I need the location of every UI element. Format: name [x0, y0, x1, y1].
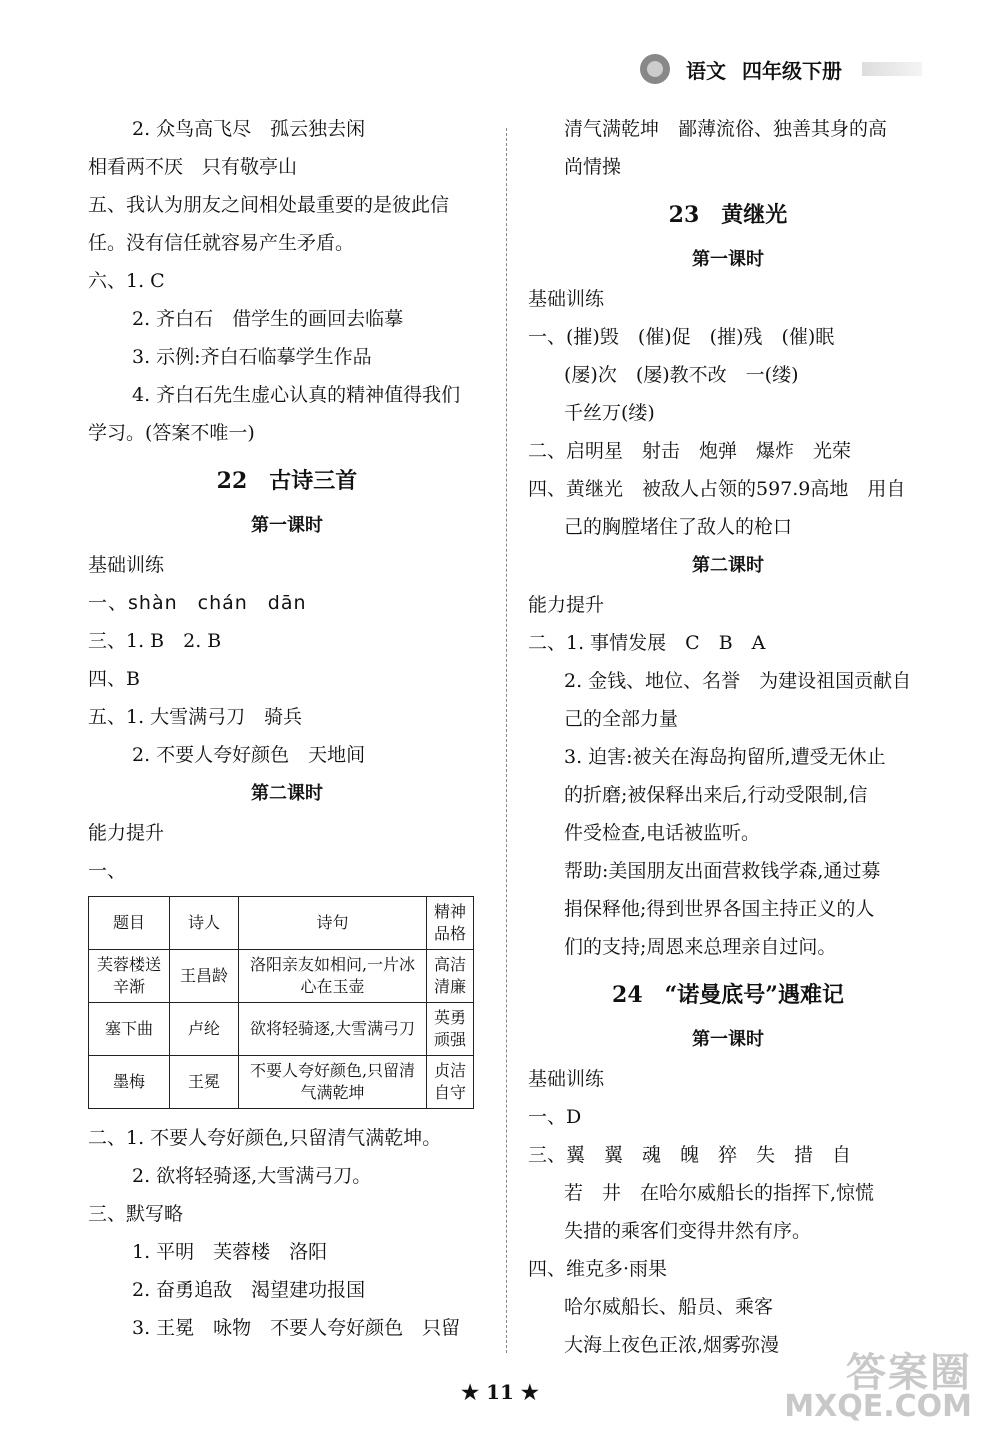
answer-line: 3. 王冕 咏物 不要人夸好颜色 只留	[132, 1317, 461, 1339]
answer-line: 2. 众鸟高飞尽 孤云独去闲	[132, 118, 366, 140]
answer-line: 捐保释他;得到世界各国主持正义的人	[564, 898, 875, 920]
table-cell: 王昌龄	[170, 950, 239, 1003]
answer-line: 千丝万(缕)	[564, 402, 655, 424]
answer-line: 若 井 在哈尔威船长的指挥下,惊慌	[564, 1182, 875, 1204]
answer-line: 基础训练	[528, 288, 605, 310]
grade-label: 四年级下册	[742, 58, 842, 83]
answer-line: 五、我认为朋友之间相处最重要的是彼此信	[88, 194, 450, 216]
lesson-number: 22	[216, 468, 248, 494]
page-header	[640, 54, 922, 84]
table-cell: 王冕	[170, 1056, 239, 1109]
section-title: 第一课时	[692, 249, 764, 270]
table-header: 精神品格	[427, 897, 474, 950]
lesson-title	[528, 970, 928, 1020]
answer-line: 2. 奋勇追敌 渴望建功报国	[132, 1279, 366, 1301]
table-cell: 欲将轻骑逐,大雪满弓刀	[239, 1003, 427, 1056]
answer-line: 2. 欲将轻骑逐,大雪满弓刀。	[132, 1165, 372, 1187]
answer-line: 能力提升	[528, 594, 605, 616]
emblem-icon	[640, 54, 670, 84]
answer-line: 六、1. C	[88, 270, 165, 292]
answer-line: 3. 示例:齐白石临摹学生作品	[132, 346, 372, 368]
answer-line: 二、1. 事情发展 C B A	[528, 632, 766, 654]
table-cell: 墨梅	[89, 1056, 170, 1109]
answer-line: 一、(摧)毁 (催)促 (摧)残 (催)眠	[528, 326, 835, 348]
table-cell: 芙蓉楼送辛渐	[89, 950, 170, 1003]
answer-line: 4. 齐白石先生虚心认真的精神值得我们	[132, 384, 461, 406]
answer-line: 四、黄继光 被敌人占领的597.9高地 用自	[528, 478, 906, 500]
answer-line: 一、shàn chán dān	[88, 592, 307, 614]
answer-line: 清气满乾坤 鄙薄流俗、独善其身的高	[564, 118, 888, 140]
watermark-url: MXQE.COM	[784, 1389, 972, 1424]
answer-line: 哈尔威船长、船员、乘客	[564, 1296, 774, 1318]
answer-line: 二、启明星 射击 炮弹 爆炸 光荣	[528, 440, 852, 462]
star-icon: ★	[513, 1380, 539, 1404]
table-header: 题目	[89, 897, 170, 950]
left-column	[88, 110, 486, 1347]
table-cell: 洛阳亲友如相问,一片冰心在玉壶	[239, 950, 427, 1003]
answer-line: (屡)次 (屡)教不改 一(缕)	[564, 364, 799, 386]
lesson-title	[528, 190, 928, 240]
answer-line: 的折磨;被保释出来后,行动受限制,信	[564, 784, 868, 806]
answer-line: 三、默写略	[88, 1203, 184, 1225]
poem-table	[88, 896, 474, 1109]
answer-line: 2. 不要人夸好颜色 天地间	[132, 744, 366, 766]
table-cell: 贞洁自守	[427, 1056, 474, 1109]
watermark-logo: 答案圈	[846, 1350, 972, 1396]
table-cell: 卢纶	[170, 1003, 239, 1056]
star-icon: ★	[461, 1380, 487, 1404]
answer-line: 2. 金钱、地位、名誉 为建设祖国贡献自	[564, 670, 912, 692]
table-cell: 不要人夸好颜色,只留清气满乾坤	[239, 1056, 427, 1109]
answer-line: 们的支持;周恩来总理亲自过问。	[564, 936, 837, 958]
lesson-name: “诺曼底号”遇难记	[664, 982, 844, 1008]
answer-line: 四、B	[88, 668, 140, 690]
lesson-name: 黄继光	[721, 202, 788, 228]
answer-line: 2. 齐白石 借学生的画回去临摹	[132, 308, 404, 330]
answer-line: 一、	[88, 860, 127, 882]
watermark	[784, 1350, 972, 1424]
table-header: 诗人	[170, 897, 239, 950]
answer-line: 件受检查,电话被监听。	[564, 822, 761, 844]
decor-bar	[862, 62, 922, 76]
answer-line: 相看两不厌 只有敬亭山	[88, 156, 298, 178]
table-row	[89, 1003, 474, 1056]
answer-line: 三、翼 翼 魂 魄 猝 失 措 自	[528, 1144, 852, 1166]
section-title: 第二课时	[251, 783, 323, 804]
lesson-title	[88, 456, 486, 506]
page-number: 11	[486, 1380, 514, 1404]
answer-line: 己的胸膛堵住了敌人的枪口	[564, 516, 793, 538]
answer-line: 二、1. 不要人夸好颜色,只留清气满乾坤。	[88, 1127, 442, 1149]
answer-line: 己的全部力量	[564, 708, 679, 730]
answer-line: 基础训练	[528, 1068, 605, 1090]
table-header: 诗句	[239, 897, 427, 950]
table-row	[89, 1056, 474, 1109]
answer-line: 1. 平明 芙蓉楼 洛阳	[132, 1241, 328, 1263]
answer-line: 一、D	[528, 1106, 582, 1128]
answer-line: 任。没有信任就容易产生矛盾。	[88, 232, 355, 254]
section-title: 第一课时	[251, 515, 323, 536]
answer-line: 五、1. 大雪满弓刀 骑兵	[88, 706, 303, 728]
lesson-number: 23	[668, 202, 700, 228]
answer-line: 尚情操	[564, 156, 622, 178]
table-cell: 英勇顽强	[427, 1003, 474, 1056]
answer-line: 能力提升	[88, 822, 165, 844]
answer-line: 基础训练	[88, 554, 165, 576]
section-title: 第一课时	[692, 1029, 764, 1050]
answer-line: 四、维克多·雨果	[528, 1258, 668, 1280]
answer-line: 大海上夜色正浓,烟雾弥漫	[564, 1334, 780, 1356]
subject-label: 语文	[686, 58, 726, 83]
column-divider	[506, 128, 507, 1353]
answer-line: 失措的乘客们变得井然有序。	[564, 1220, 812, 1242]
table-header-row	[89, 897, 474, 950]
table-row	[89, 950, 474, 1003]
lesson-number: 24	[612, 982, 643, 1008]
right-column	[528, 110, 928, 1364]
table-cell: 高洁清廉	[427, 950, 474, 1003]
answer-line: 帮助:美国朋友出面营救钱学森,通过募	[564, 860, 881, 882]
answer-line: 学习。(答案不唯一)	[88, 422, 255, 444]
lesson-name: 古诗三首	[269, 468, 358, 494]
answer-line: 三、1. B 2. B	[88, 630, 222, 652]
table-cell: 塞下曲	[89, 1003, 170, 1056]
answer-line: 3. 迫害:被关在海岛拘留所,遭受无休止	[564, 746, 886, 768]
section-title: 第二课时	[692, 555, 764, 576]
